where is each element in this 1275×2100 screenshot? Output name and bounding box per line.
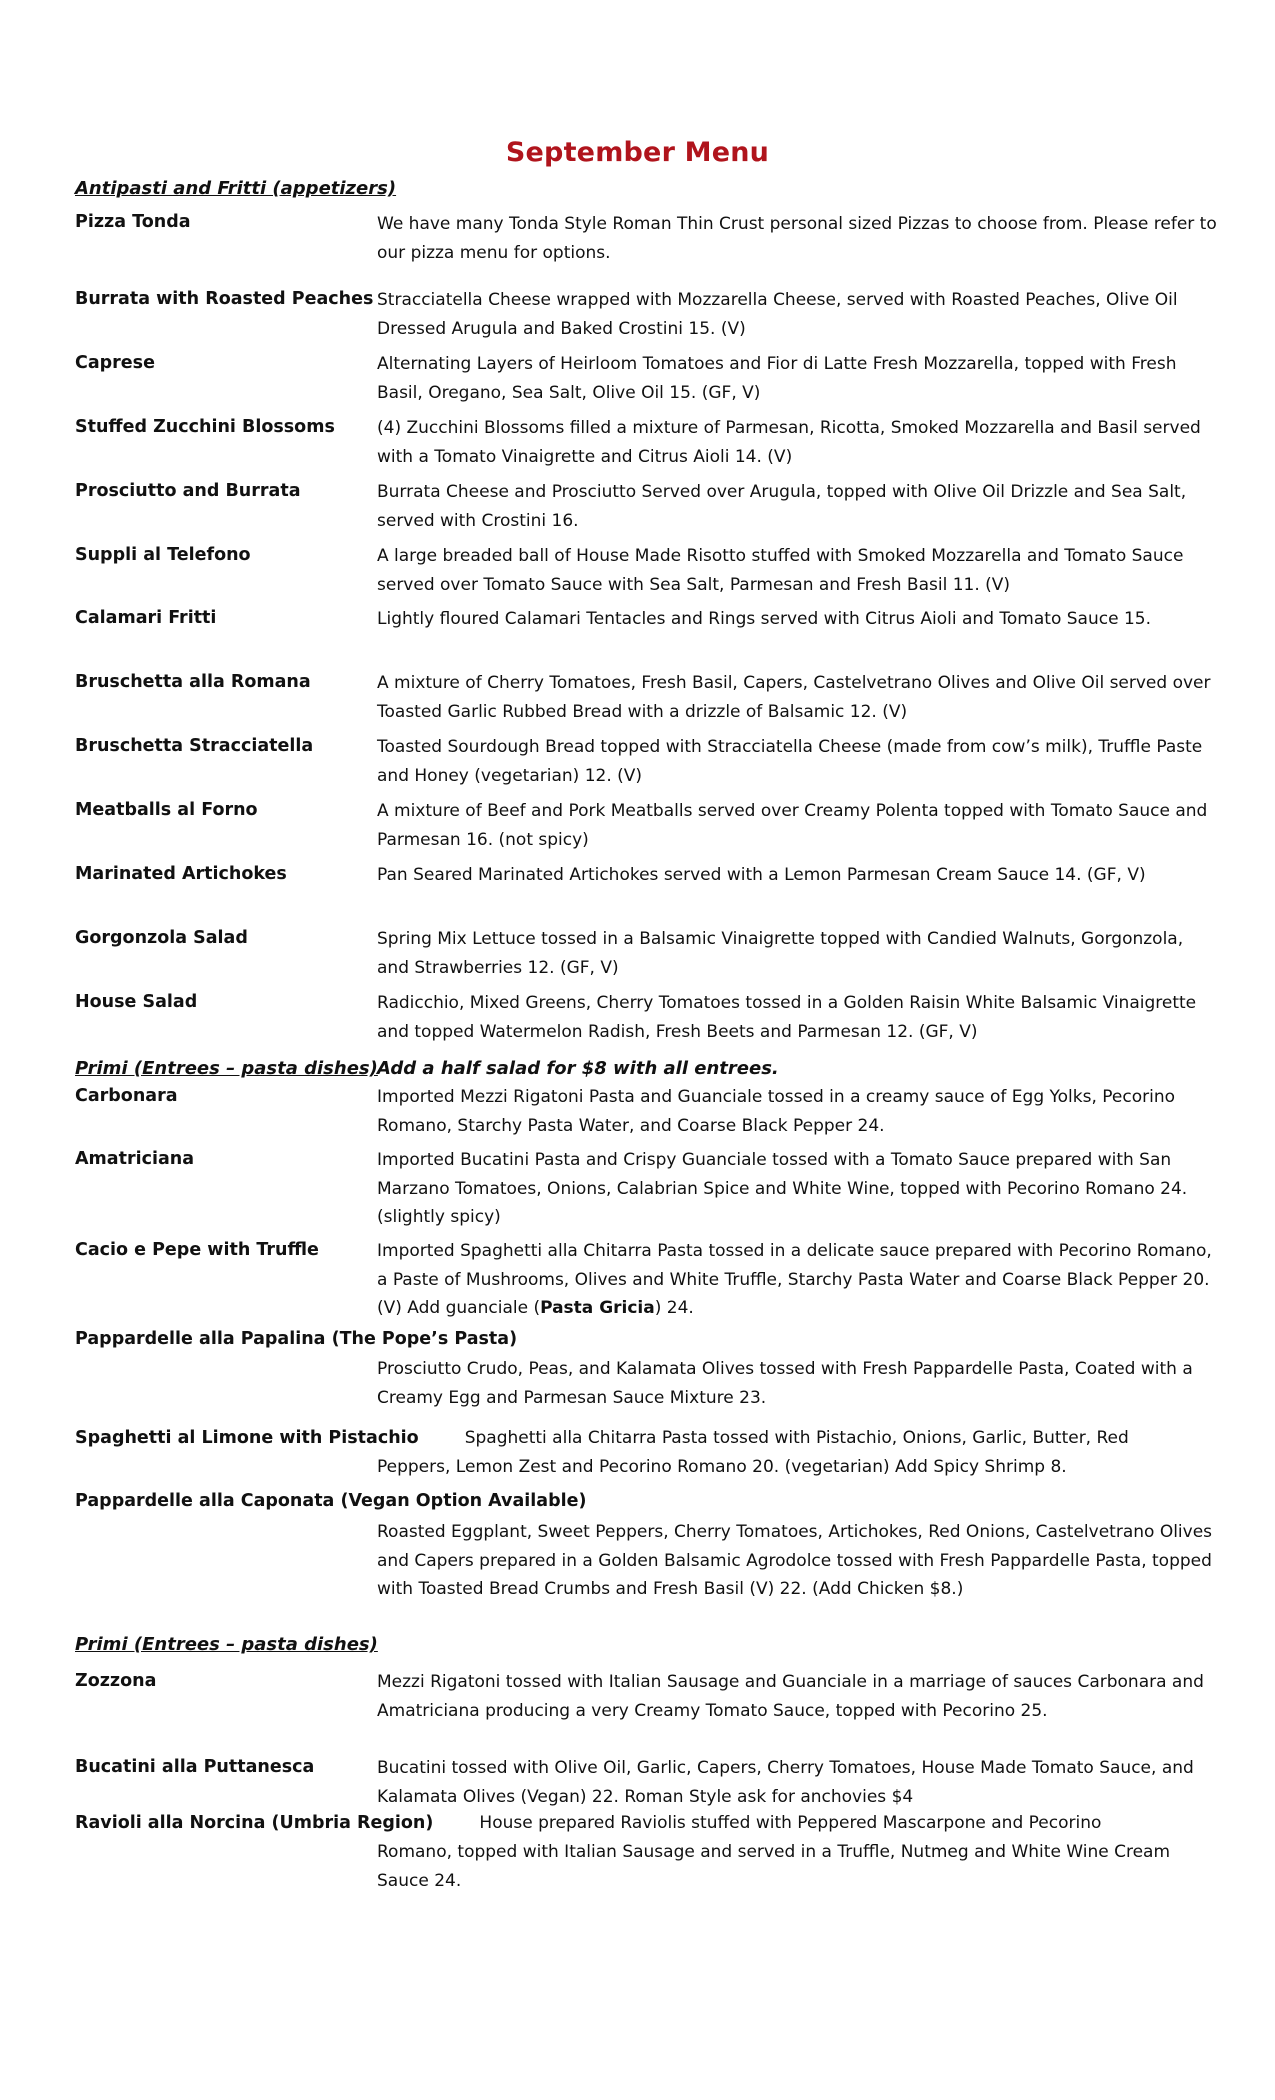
menu-item-name: Marinated Artichokes	[75, 864, 287, 884]
menu-item-desc: (4) Zucchini Blossoms filled a mixture of Parmesan, Ricotta, Smoked Mozzarella and Basil served with a Tomato Vinaigrette and Citrus Aioli 14. (V)	[377, 418, 1201, 467]
salad-note: Add a half salad for $8 with all entrees.	[377, 1058, 779, 1079]
menu-item-name: Bruschetta Stracciatella	[75, 736, 314, 756]
menu-item-desc-first-line: House prepared Raviolis stuffed with Peppered Mascarpone and Pecorino	[479, 1813, 1102, 1833]
menu-item-desc: Burrata Cheese and Prosciutto Served over Arugula, topped with Olive Oil Drizzle and Sea Salt, served with Crostini 16.	[377, 482, 1187, 531]
menu-item-name: Pappardelle alla Caponata (Vegan Option Available)	[75, 1491, 587, 1511]
menu-item-name-text: Spaghetti al Limone with Pistachio	[75, 1428, 419, 1448]
menu-item-desc: A large breaded ball of House Made Risotto stuffed with Smoked Mozzarella and Tomato Sauce served over Tomato Sauce with Sea Salt, Parmesan and Fresh Basil 11. (V)	[377, 546, 1184, 595]
menu-item-name: Calamari Fritti	[75, 608, 217, 628]
menu-item-desc: Romano, topped with Italian Sausage and served in a Truffle, Nutmeg and White Wine Cream Sauce 24.	[377, 1842, 1171, 1891]
menu-item-name: Carbonara	[75, 1086, 178, 1106]
menu-item-desc: Roasted Eggplant, Sweet Peppers, Cherry Tomatoes, Artichokes, Red Onions, Castelvetrano Olives and Capers prepared in a Golden Balsamic Agrodolce tossed with Fresh Pappardelle Pasta, topped with Toasted Bread Crumbs and Fresh Basil (V) 22. (Add Chicken $8.)	[377, 1522, 1213, 1599]
menu-item-desc: Prosciutto Crudo, Peas, and Kalamata Olives tossed with Fresh Pappardelle Pasta, Coated with a Creamy Egg and Parmesan Sauce Mixture 23.	[377, 1359, 1193, 1408]
menu-item-desc: Alternating Layers of Heirloom Tomatoes and Fior di Latte Fresh Mozzarella, topped with Fresh Basil, Oregano, Sea Salt, Olive Oil 15. (GF, V)	[377, 354, 1177, 403]
menu-item-name: Cacio e Pepe with Truffle	[75, 1240, 319, 1260]
menu-item-desc: Imported Mezzi Rigatoni Pasta and Guanciale tossed in a creamy sauce of Egg Yolks, Pecorino Romano, Starchy Pasta Water, and Coarse Black Pepper 24.	[377, 1087, 1176, 1136]
menu-item-name: Amatriciana	[75, 1149, 195, 1169]
menu-item-desc: Mezzi Rigatoni tossed with Italian Sausage and Guanciale in a marriage of sauces Carbonara and Amatriciana producing a very Creamy Tomato Sauce, topped with Pecorino 25.	[377, 1672, 1204, 1721]
menu-item-desc: Imported Bucatini Pasta and Crispy Guanciale tossed with a Tomato Sauce prepared with San Marzano Tomatoes, Onions, Calabrian Spice and White Wine, topped with Pecorino Romano 24. (slightly spicy)	[377, 1150, 1188, 1227]
menu-item-desc: Stracciatella Cheese wrapped with Mozzarella Cheese, served with Roasted Peaches, Olive Oil Dressed Arugula and Baked Crostini 15. (V)	[377, 290, 1178, 339]
menu-item-desc: Lightly floured Calamari Tentacles and Rings served with Citrus Aioli and Tomato Sauce 15.	[377, 609, 1151, 629]
menu-item-name: Meatballs al Forno	[75, 800, 258, 820]
menu-item-desc: Pan Seared Marinated Artichokes served with a Lemon Parmesan Cream Sauce 14. (GF, V)	[377, 865, 1146, 885]
menu-item-name: Caprese	[75, 353, 155, 373]
menu-item-desc	[377, 1237, 1217, 1323]
menu-item-desc: Peppers, Lemon Zest and Pecorino Romano 20. (vegetarian) Add Spicy Shrimp 8.	[377, 1457, 1067, 1477]
desc-text: Imported Spaghetti alla Chitarra Pasta tossed in a delicate sauce prepared with Pecorino Romano, a Paste of Mushrooms, Olives and White Truffle, Starchy Pasta Water and Coarse Black Pepper 20. (V) Add guanciale (	[377, 1241, 1212, 1318]
menu-item-desc: A mixture of Cherry Tomatoes, Fresh Basil, Capers, Castelvetrano Olives and Olive Oil served over Toasted Garlic Rubbed Bread with a drizzle of Balsamic 12. (V)	[377, 673, 1211, 722]
menu-item-desc: Spring Mix Lettuce tossed in a Balsamic Vinaigrette topped with Candied Walnuts, Gorgonzola, and Strawberries 12. (GF, V)	[377, 929, 1184, 978]
menu-item-name: Bruschetta alla Romana	[75, 672, 311, 692]
menu-item-name: House Salad	[75, 992, 198, 1012]
menu-item-name: Stuffed Zucchini Blossoms	[75, 417, 335, 437]
menu-item-name: Pappardelle alla Papalina (The Pope’s Pasta)	[75, 1329, 518, 1349]
section-header-primi: Primi (Entrees – pasta dishes)	[75, 1058, 378, 1079]
menu-item-name	[75, 1813, 1101, 1833]
menu-item-name	[75, 1428, 1129, 1448]
menu-item-name: Burrata with Roasted Peaches	[75, 289, 374, 309]
menu-item-name: Bucatini alla Puttanesca	[75, 1757, 315, 1777]
menu-item-name: Gorgonzola Salad	[75, 928, 248, 948]
menu-item-desc: A mixture of Beef and Pork Meatballs served over Creamy Polenta topped with Tomato Sauce and Parmesan 16. (not spicy)	[377, 801, 1208, 850]
desc-bold-text: Pasta Gricia	[540, 1298, 655, 1318]
section-header-primi-2: Primi (Entrees – pasta dishes)	[75, 1634, 378, 1655]
menu-item-desc: Bucatini tossed with Olive Oil, Garlic, Capers, Cherry Tomatoes, House Made Tomato Sauce, and Kalamata Olives (Vegan) 22. Roman Style ask for anchovies $4	[377, 1758, 1194, 1807]
menu-item-desc: We have many Tonda Style Roman Thin Crust personal sized Pizzas to choose from. Please refer to our pizza menu for options.	[377, 214, 1217, 263]
menu-item-name-text: Ravioli alla Norcina (Umbria Region)	[75, 1813, 434, 1833]
desc-end-text: ) 24.	[654, 1298, 694, 1318]
menu-item-name: Zozzona	[75, 1671, 157, 1691]
menu-item-desc: Toasted Sourdough Bread topped with Stracciatella Cheese (made from cow’s milk), Truffle Paste and Honey (vegetarian) 12. (V)	[377, 737, 1203, 786]
menu-item-desc-first-line: Spaghetti alla Chitarra Pasta tossed with Pistachio, Onions, Garlic, Butter, Red	[464, 1428, 1129, 1448]
menu-item-name: Pizza Tonda	[75, 212, 191, 232]
menu-item-name: Suppli al Telefono	[75, 545, 251, 565]
menu-item-desc: Radicchio, Mixed Greens, Cherry Tomatoes tossed in a Golden Raisin White Balsamic Vinaigrette and topped Watermelon Radish, Fresh Beets and Parmesan 12. (GF, V)	[377, 993, 1197, 1042]
page-title: September Menu	[505, 137, 770, 168]
section-header-antipasti: Antipasti and Fritti (appetizers)	[75, 178, 397, 199]
menu-item-name: Prosciutto and Burrata	[75, 481, 301, 501]
